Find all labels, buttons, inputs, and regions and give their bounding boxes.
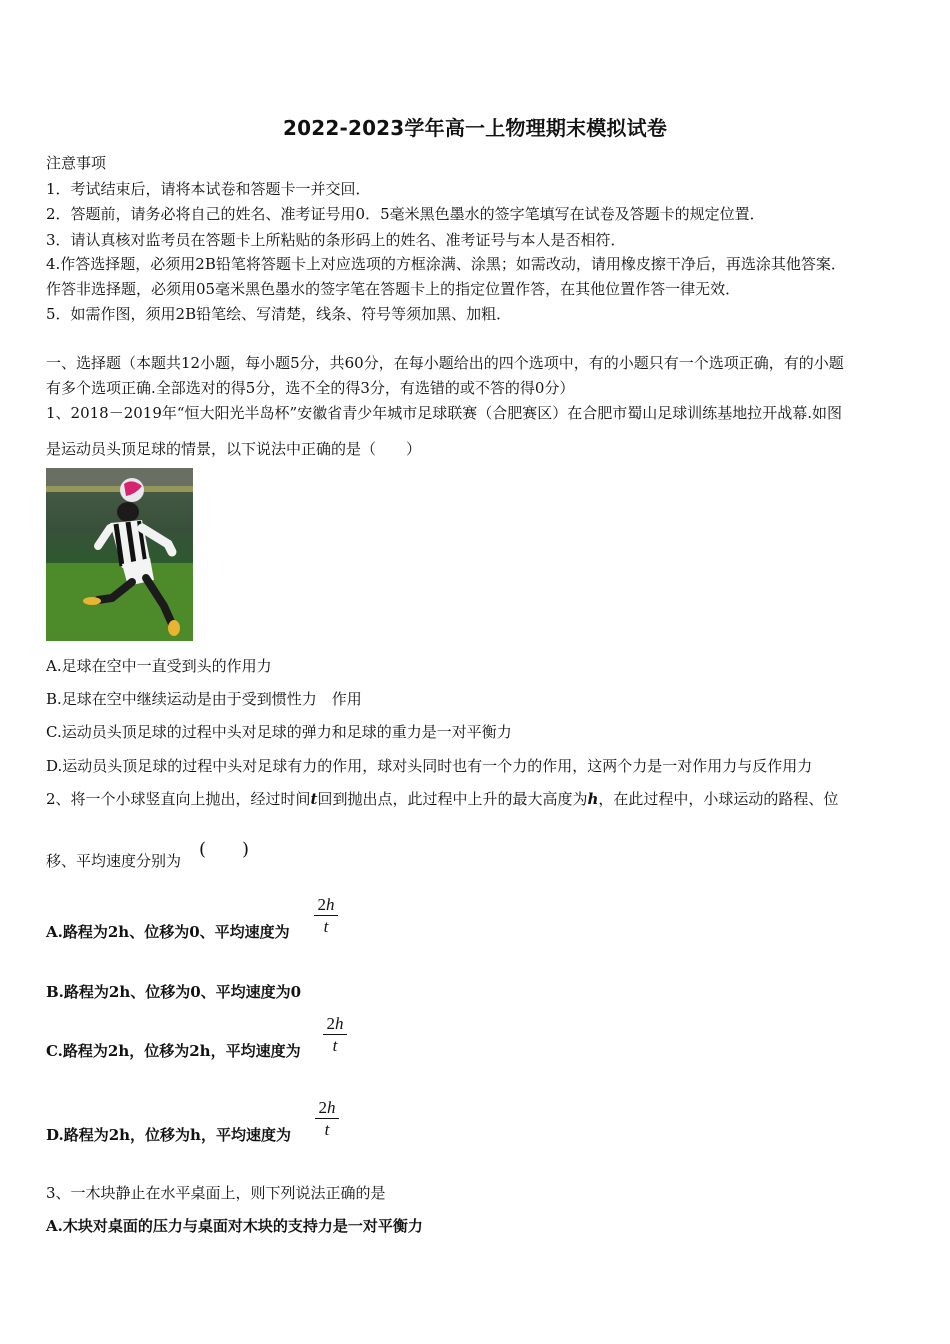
notice-item-1: 1．考试结束后，请将本试卷和答题卡一并交回． [46, 180, 371, 198]
variable-h: h [587, 790, 599, 808]
question-2-option-d: D.路程为2h，位移为h，平均速度为 [46, 1126, 291, 1144]
question-3-option-a: A.木块对桌面的压力与桌面对木块的支持力是一对平衡力 [46, 1217, 423, 1235]
fraction-2h-over-t-d [315, 1098, 339, 1139]
question-1-option-b: B.足球在空中继续运动是由于受到惯性力 作用 [46, 690, 362, 708]
fraction-variable: h [326, 895, 335, 914]
question-1-option-d: D.运动员头顶足球的过程中头对足球有力的作用，球对头同时也有一个力的作用，这两个力是一对作用力与反作用力 [46, 757, 813, 775]
notice-item-5: 5．如需作图，须用2B铅笔绘、写清楚，线条、符号等须加黑、加粗． [46, 305, 512, 323]
fraction-numerator: 2 [317, 895, 326, 914]
question-2-stem-part-c: ，在此过程中，小球运动的路程、位 [598, 790, 839, 808]
soccer-photo-illustration [46, 468, 193, 641]
notice-item-4: 4.作答选择题，必须用2B铅笔将答题卡上对应选项的方框涂满、涂黑；如需改动，请用橡皮擦干净后，再选涂其他答案． [46, 255, 846, 273]
fraction-bar [315, 1118, 339, 1119]
fraction-numerator: 2 [318, 1098, 327, 1117]
question-3-stem: 3、一木块静止在水平桌面上，则下列说法正确的是 [46, 1184, 386, 1202]
question-2-stem-line1 [46, 788, 838, 809]
fraction-bar [323, 1034, 347, 1035]
question-1-stem-line1: 1、2018－2019年“恒大阳光半岛杯”安徽省青少年城市足球联赛（合肥赛区）在合肥市蜀山足球训练基地拉开战幕.如图 [46, 404, 843, 422]
question-2-stem-part-b: 回到抛出点，此过程中上升的最大高度为 [317, 790, 588, 808]
question-1-option-a: A.足球在空中一直受到头的作用力 [46, 657, 272, 675]
question-1-stem-line2: 是运动员头顶足球的情景，以下说法中正确的是（ ） [46, 440, 422, 458]
fraction-2h-over-t-a [314, 895, 338, 936]
fraction-bar [314, 915, 338, 916]
question-2-option-c: C.路程为2h，位移为2h，平均速度为 [46, 1042, 301, 1060]
fraction-denominator: t [332, 1036, 338, 1055]
section-instructions-line2: 有多个选项正确.全部选对的得5分，选不全的得3分，有选错的或不答的得0分） [46, 379, 575, 397]
notice-item-4-cont: 作答非选择题，必须用05毫米黑色墨水的签字笔在答题卡上的指定位置作答，在其他位置作答一律无效． [46, 280, 741, 298]
fraction-numerator: 2 [326, 1014, 335, 1033]
fraction-denominator: t [323, 917, 329, 936]
fraction-variable: h [335, 1014, 344, 1033]
question-2-option-a: A.路程为2h、位移为0、平均速度为 [46, 923, 290, 941]
question-1-option-c: C.运动员头顶足球的过程中头对足球的弹力和足球的重力是一对平衡力 [46, 723, 512, 741]
question-2-stem-part-a: 2、将一个小球竖直向上抛出，经过时间 [46, 790, 311, 808]
notice-item-3: 3．请认真核对监考员在答题卡上所粘贴的条形码上的姓名、准考证号与本人是否相符． [46, 231, 626, 249]
question-2-stem-line2: 移、平均速度分别为 [46, 852, 182, 870]
answer-parentheses: ( ) [199, 839, 250, 860]
page-title: 2022-2023学年高一上物理期末模拟试卷 [282, 116, 668, 140]
notice-item-2: 2．答题前，请务必将自己的姓名、准考证号用0．5毫米黑色墨水的签字笔填写在试卷及答题卡的规定位置． [46, 205, 765, 223]
question-2-option-b: B.路程为2h、位移为0、平均速度为0 [46, 983, 302, 1001]
variable-t: t [310, 790, 318, 808]
fraction-variable: h [327, 1098, 336, 1117]
fraction-2h-over-t-c [323, 1014, 347, 1055]
section-instructions-line1: 一、选择题（本题共12小题，每小题5分，共60分，在每小题给出的四个选项中，有的小题只有一个选项正确，有的小题 [46, 354, 844, 372]
fraction-denominator: t [324, 1120, 330, 1139]
soccer-header-photo [46, 468, 193, 641]
notice-heading: 注意事项 [46, 154, 107, 172]
